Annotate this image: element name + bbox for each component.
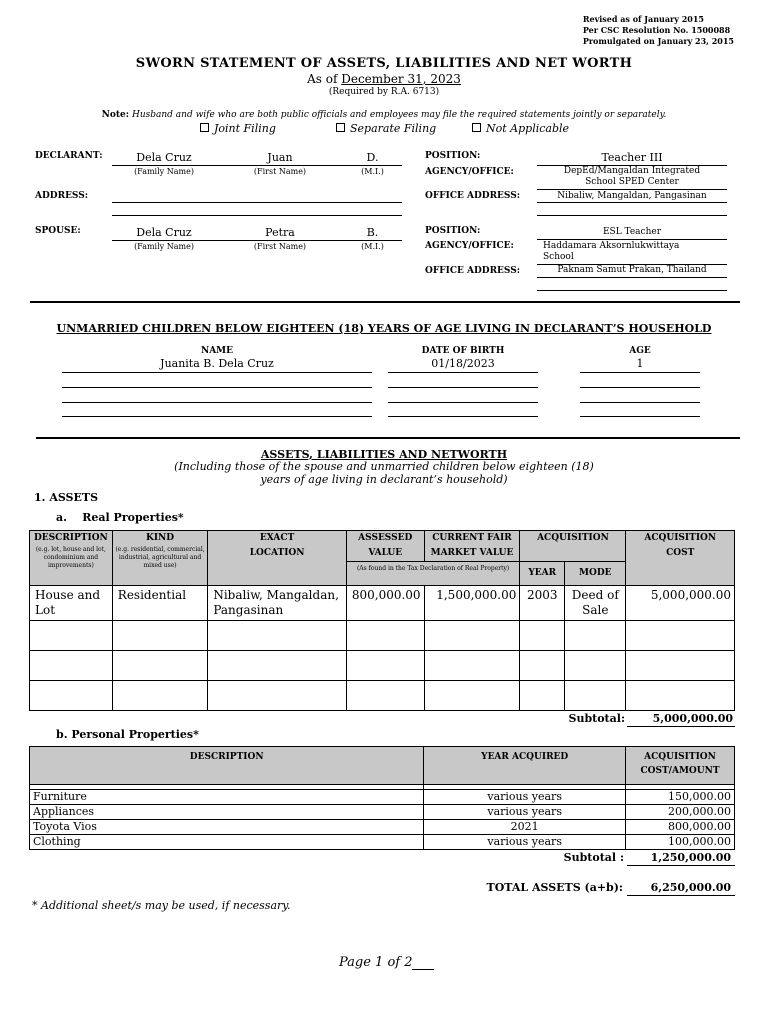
family-name-caption: (Family Name) bbox=[134, 242, 194, 251]
assets-label: 1. ASSETS bbox=[34, 491, 99, 504]
real-kind-header bbox=[112, 531, 208, 586]
declarant-mi: D. bbox=[366, 151, 379, 164]
personal-year-cell: 2021 bbox=[424, 820, 626, 835]
spouse-first-name: Petra bbox=[265, 226, 295, 239]
children-name-header: NAME bbox=[200, 346, 234, 356]
real-mode-cell bbox=[565, 586, 626, 621]
personal-year-header: YEAR ACQUIRED bbox=[424, 747, 626, 785]
divider bbox=[112, 240, 402, 241]
agency-line: Haddamara Aksornlukwittaya bbox=[543, 241, 680, 251]
children-dob-header: DATE OF BIRTH bbox=[421, 346, 505, 356]
divider bbox=[580, 387, 700, 388]
total-assets-value: 6,250,000.00 bbox=[650, 881, 731, 894]
child-name: Juanita B. Dela Cruz bbox=[160, 357, 274, 370]
children-age-header: AGE bbox=[629, 346, 651, 356]
first-name-caption: (First Name) bbox=[253, 167, 307, 176]
header-subtext: (e.g. residential, commercial, industrial, agricultural and mixed use) bbox=[115, 546, 205, 569]
divider bbox=[62, 402, 372, 403]
real-assessed-header bbox=[346, 531, 424, 562]
divider bbox=[537, 189, 727, 190]
note-label: Note: bbox=[101, 110, 130, 120]
personal-desc-cell: Toyota Vios bbox=[30, 820, 424, 835]
declarant-office-address: Nibaliw, Mangaldan, Pangasinan bbox=[557, 191, 707, 201]
table-row bbox=[30, 835, 735, 850]
header-text: KIND bbox=[146, 533, 175, 543]
real-subtotal-value: 5,000,000.00 bbox=[652, 712, 733, 725]
real-assessed-cell: 800,000.00 bbox=[346, 586, 424, 621]
total-assets-label: TOTAL ASSETS (a+b): bbox=[486, 881, 623, 894]
table-row bbox=[30, 586, 735, 621]
real-year-cell: 2003 bbox=[520, 586, 565, 621]
divider bbox=[627, 895, 735, 896]
personal-year-cell: various years bbox=[424, 790, 626, 805]
checkbox-icon[interactable] bbox=[336, 123, 345, 132]
declarant-label: DECLARANT: bbox=[35, 151, 103, 161]
divider bbox=[537, 202, 727, 203]
additional-note: * Additional sheet/s may be used, if necessary. bbox=[32, 899, 291, 912]
table-row bbox=[30, 651, 735, 681]
real-location-cell bbox=[208, 586, 347, 621]
table-row bbox=[30, 805, 735, 820]
personal-cost-cell: 200,000.00 bbox=[626, 805, 735, 820]
divider bbox=[388, 416, 538, 417]
spouse-position-label: POSITION: bbox=[425, 226, 481, 236]
real-properties-table bbox=[29, 530, 735, 711]
page-text: Page 1 of 2 bbox=[339, 955, 413, 970]
separate-filing-label: Separate Filing bbox=[350, 122, 437, 135]
personal-desc-cell: Clothing bbox=[30, 835, 424, 850]
real-location-header bbox=[208, 531, 347, 586]
spouse-office-address-label: OFFICE ADDRESS: bbox=[425, 266, 521, 276]
agency-line: School bbox=[543, 252, 574, 262]
required-by: (Required by R.A. 6713) bbox=[328, 87, 440, 97]
divider bbox=[537, 215, 727, 216]
spouse-agency-label: AGENCY/OFFICE: bbox=[425, 241, 514, 251]
as-of-line bbox=[0, 72, 768, 86]
divider bbox=[62, 416, 372, 417]
real-properties-label: a. Real Properties* bbox=[56, 511, 184, 524]
table-row bbox=[30, 820, 735, 835]
divider bbox=[627, 865, 735, 866]
office-address-label: OFFICE ADDRESS: bbox=[425, 191, 521, 201]
agency-line: DepEd/Mangaldan Integrated bbox=[563, 166, 701, 176]
real-subtotal-label: Subtotal: bbox=[568, 712, 625, 725]
divider bbox=[537, 290, 727, 291]
cell-text: House and bbox=[35, 588, 101, 602]
divider bbox=[62, 372, 372, 373]
joint-filing-option[interactable] bbox=[200, 122, 276, 135]
header-text: CURRENT FAIR bbox=[432, 533, 512, 543]
real-acquisition-header bbox=[520, 531, 626, 562]
family-name-caption: (Family Name) bbox=[134, 167, 194, 176]
table-row bbox=[30, 790, 735, 805]
header-text: ACQUISITION bbox=[644, 752, 716, 762]
revision-line: Revised as of January 2015 bbox=[582, 14, 704, 24]
divider bbox=[627, 726, 735, 727]
divider bbox=[388, 402, 538, 403]
personal-cost-header bbox=[626, 747, 735, 785]
table-row bbox=[30, 681, 735, 711]
cell-text: Pangasinan bbox=[213, 603, 284, 617]
cell-text: Nibaliw, Mangaldan, bbox=[213, 588, 339, 602]
header-text: LOCATION bbox=[249, 548, 305, 558]
not-applicable-label: Not Applicable bbox=[486, 122, 570, 135]
spouse-position: ESL Teacher bbox=[602, 227, 662, 237]
real-fair-header bbox=[424, 531, 520, 562]
personal-desc-cell: Appliances bbox=[30, 805, 424, 820]
agency-line: School SPED Center bbox=[585, 177, 679, 187]
divider bbox=[580, 402, 700, 403]
not-applicable-option[interactable] bbox=[472, 122, 569, 135]
address-label: ADDRESS: bbox=[35, 191, 89, 201]
header-text: EXACT bbox=[259, 533, 295, 543]
real-kind-cell: Residential bbox=[112, 586, 208, 621]
real-desc-cell bbox=[30, 586, 113, 621]
real-fair-subheader bbox=[346, 562, 520, 586]
as-of-date: December 31, 2023 bbox=[341, 72, 461, 86]
divider bbox=[112, 215, 402, 216]
divider bbox=[112, 165, 402, 166]
real-cost-header bbox=[626, 531, 735, 586]
assets-sub1: (Including those of the spouse and unmarried children below eighteen (18) bbox=[174, 460, 594, 473]
header-subtext: (e.g. lot, house and lot, condominium and improvements) bbox=[35, 546, 106, 569]
cell-text: Lot bbox=[35, 603, 56, 617]
agency-label: AGENCY/OFFICE: bbox=[425, 167, 514, 177]
divider bbox=[62, 387, 372, 388]
assets-sub2: years of age living in declarant’s household) bbox=[260, 473, 508, 486]
spouse-label: SPOUSE: bbox=[35, 226, 81, 236]
header-text: VALUE bbox=[368, 548, 403, 558]
assets-heading: ASSETS, LIABILITIES AND NETWORTH bbox=[260, 448, 508, 461]
personal-cost-cell: 800,000.00 bbox=[626, 820, 735, 835]
header-text: DESCRIPTION bbox=[34, 533, 108, 543]
cell-text: Deed of bbox=[571, 588, 619, 602]
first-name-caption: (First Name) bbox=[253, 242, 307, 251]
spouse-family-name: Dela Cruz bbox=[136, 226, 192, 239]
header-text: ACQUISITION bbox=[644, 533, 717, 543]
header-text: ACQUISITION bbox=[537, 533, 609, 543]
spouse-agency bbox=[543, 241, 733, 263]
joint-filing-label: Joint Filing bbox=[214, 122, 276, 135]
table-row bbox=[30, 621, 735, 651]
personal-cost-cell: 100,000.00 bbox=[626, 835, 735, 850]
as-of-label: As of bbox=[307, 72, 338, 86]
real-fair-cell: 1,500,000.00 bbox=[424, 586, 520, 621]
personal-cost-cell: 150,000.00 bbox=[626, 790, 735, 805]
header-text: COST bbox=[666, 548, 695, 558]
child-dob: 01/18/2023 bbox=[431, 357, 495, 370]
personal-year-cell: various years bbox=[424, 835, 626, 850]
revision-line: Promulgated on January 23, 2015 bbox=[582, 36, 734, 46]
children-heading: UNMARRIED CHILDREN BELOW EIGHTEEN (18) YEARS OF AGE LIVING IN DECLARANT’S HOUSEHOLD bbox=[56, 322, 712, 335]
revision-block bbox=[583, 14, 734, 47]
divider bbox=[537, 239, 727, 240]
divider bbox=[580, 372, 700, 373]
section-divider bbox=[36, 437, 740, 439]
header-text: ASSESSED bbox=[358, 533, 413, 543]
real-year-header: YEAR bbox=[520, 562, 565, 586]
personal-desc-header: DESCRIPTION bbox=[30, 747, 424, 785]
personal-subtotal-value: 1,250,000.00 bbox=[650, 851, 731, 864]
spouse-office-address: Paknam Samut Prakan, Thailand bbox=[557, 265, 707, 275]
spouse-mi: B. bbox=[366, 226, 379, 239]
declarant-position: Teacher III bbox=[601, 151, 663, 164]
page-number bbox=[339, 955, 413, 970]
page-title: SWORN STATEMENT OF ASSETS, LIABILITIES AND NET WORTH bbox=[135, 56, 633, 71]
note-text: Husband and wife who are both public officials and employees may file the required statements jointly or separately. bbox=[131, 110, 667, 120]
divider bbox=[412, 969, 434, 970]
header-subtext: (As found in the Tax Declaration of Real Property) bbox=[356, 565, 510, 572]
divider bbox=[537, 277, 727, 278]
position-label: POSITION: bbox=[425, 151, 481, 161]
separate-filing-option[interactable] bbox=[336, 122, 436, 135]
real-mode-header: MODE bbox=[565, 562, 626, 586]
declarant-first-name: Juan bbox=[267, 151, 293, 164]
real-cost-cell: 5,000,000.00 bbox=[626, 586, 735, 621]
personal-subtotal-label: Subtotal : bbox=[563, 851, 624, 864]
child-age: 1 bbox=[636, 357, 644, 370]
divider bbox=[112, 202, 402, 203]
real-desc-header bbox=[30, 531, 113, 586]
header-text: COST/AMOUNT bbox=[640, 766, 720, 776]
personal-properties-table bbox=[29, 746, 735, 850]
cell-text: Sale bbox=[582, 603, 609, 617]
declarant-agency bbox=[537, 166, 727, 188]
header-text: MARKET VALUE bbox=[430, 548, 514, 558]
divider bbox=[580, 416, 700, 417]
mi-caption: (M.I.) bbox=[361, 242, 384, 251]
divider bbox=[388, 387, 538, 388]
declarant-family-name: Dela Cruz bbox=[136, 151, 192, 164]
personal-properties-label: b. Personal Properties* bbox=[56, 728, 199, 741]
personal-year-cell: various years bbox=[424, 805, 626, 820]
note bbox=[0, 110, 768, 120]
checkbox-icon[interactable] bbox=[200, 123, 209, 132]
revision-line: Per CSC Resolution No. 1500088 bbox=[582, 25, 731, 35]
section-divider bbox=[30, 301, 740, 303]
checkbox-icon[interactable] bbox=[472, 123, 481, 132]
mi-caption: (M.I.) bbox=[361, 167, 384, 176]
personal-desc-cell: Furniture bbox=[30, 790, 424, 805]
divider bbox=[388, 372, 538, 373]
